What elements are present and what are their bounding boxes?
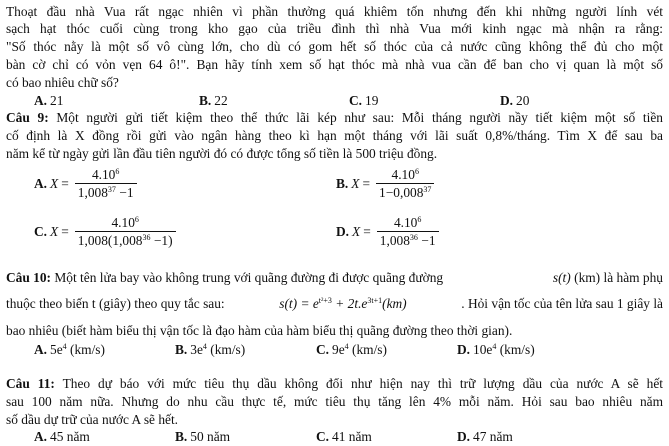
q11-line-3: số dầu dự trữ của nước A sẽ hết.: [6, 412, 179, 427]
q9-line-1: Câu 9: Một người gửi tiết kiệm theo thể thức lãi kép như sau: Mỗi tháng người nầy tiết kiệm một số tiền: [6, 110, 664, 125]
q10-label: Câu 10:: [6, 270, 52, 285]
q11-option-a: A. 45 năm: [34, 429, 90, 444]
intro-line-3: "Số thóc nằy là một số vô cùng lớn, cho dù có gom hết số thóc của cả nước cũng không thể đủ cho một: [6, 39, 663, 54]
q11-line-2: sau 100 năm nữa. Nhưng do nhu cầu thực tế, mức tiêu thụ tăng lên 4% mỗi năm. Hỏi sau bao nhiêu năm: [6, 394, 663, 409]
q9-label: Câu 9:: [6, 110, 49, 125]
intro-line-4: bàn cờ chỉ có vỏn vẹn 64 ô!". Bạn hãy tính xem số hạt thóc mà nhà vua cần để ban cho vị quan là một số: [6, 57, 663, 72]
q9-option-a: A. X = $\frac{4.10^6}{1,008^{37} -1}$: [34, 167, 137, 201]
intro-line-1: Thoạt đầu nhà Vua rất ngạc nhiên vì phần thưởng quá khiêm tốn nhưng đến khi những người lính vét: [6, 4, 663, 19]
intro-option-d: D. 20: [500, 93, 530, 108]
q10-option-b: B. $3e^4$ (km/s): [175, 342, 246, 357]
intro-line-2: sạch hạt thóc cuối cùng trong kho gạo của triều đình thì nhà Vua mới kinh ngạc mà nhận ra rằng:: [6, 21, 663, 36]
q9-option-b: B. X = $\frac{4.10^6}{1-0,008^{37}}$: [336, 167, 434, 201]
intro-option-b: B. 22: [199, 93, 228, 108]
q11-option-c: C. 41 năm: [316, 429, 372, 444]
q10-line-3: bao nhiêu (biết hàm biểu thị vận tốc là đạo hàm của hàm biểu thị quãng đường theo thời gian).: [6, 323, 513, 338]
q9-line-3: năm kể từ ngày gửi lần đầu tiên người đó có được tổng số tiền là 500 triệu đồng.: [6, 146, 438, 161]
q10-option-d: D. $10e^4$ (km/s): [457, 342, 535, 357]
q10-option-c: C. $9e^4$ (km/s): [316, 342, 387, 357]
q11-option-d: D. 47 năm: [457, 429, 513, 444]
intro-option-c: C. 19: [349, 93, 379, 108]
q11-line-1: Câu 11: Theo dự báo với mức tiêu thụ dầu không đổi như hiện nay thì trữ lượng dầu của nước A sẽ hết: [6, 376, 663, 391]
q10-line-1: Câu 10: Một tên lửa bay vào không trung với quãng đường đi được quãng đường s(t) (km) là hàm phụ: [6, 270, 663, 285]
q9-option-d: D. X = $\frac{4.10^6}{1,008^{36} -1}$: [336, 215, 439, 249]
q10-option-a: A. $5e^4$ (km/s): [34, 342, 105, 357]
q11-option-b: B. 50 năm: [175, 429, 231, 444]
q9-option-c: C. X = $\frac{4.10^6}{1,008(1,008^{36} -1)}$: [34, 215, 176, 249]
q10-line-2: thuộc theo biến t (giây) theo quy tắc sau: $s(t) = e^{t^2+3} + 2t.e^{3t+1}(km)$ . Hỏi vận tốc của tên lửa sau 1 giây là: [6, 296, 663, 311]
q9-line-2: cố định là X đồng rồi gửi vào ngân hàng theo kì hạn một tháng với lãi suất 0,8%/tháng. Tìm X để sau ba: [6, 128, 663, 143]
q10-formula: $s(t) = e^{t^2+3} + 2t.e^{3t+1}(km)$: [279, 296, 407, 311]
q11-label: Câu 11:: [6, 376, 55, 391]
intro-option-a: A. 21: [34, 93, 64, 108]
intro-line-5: có bao nhiêu chữ số?: [6, 75, 119, 90]
